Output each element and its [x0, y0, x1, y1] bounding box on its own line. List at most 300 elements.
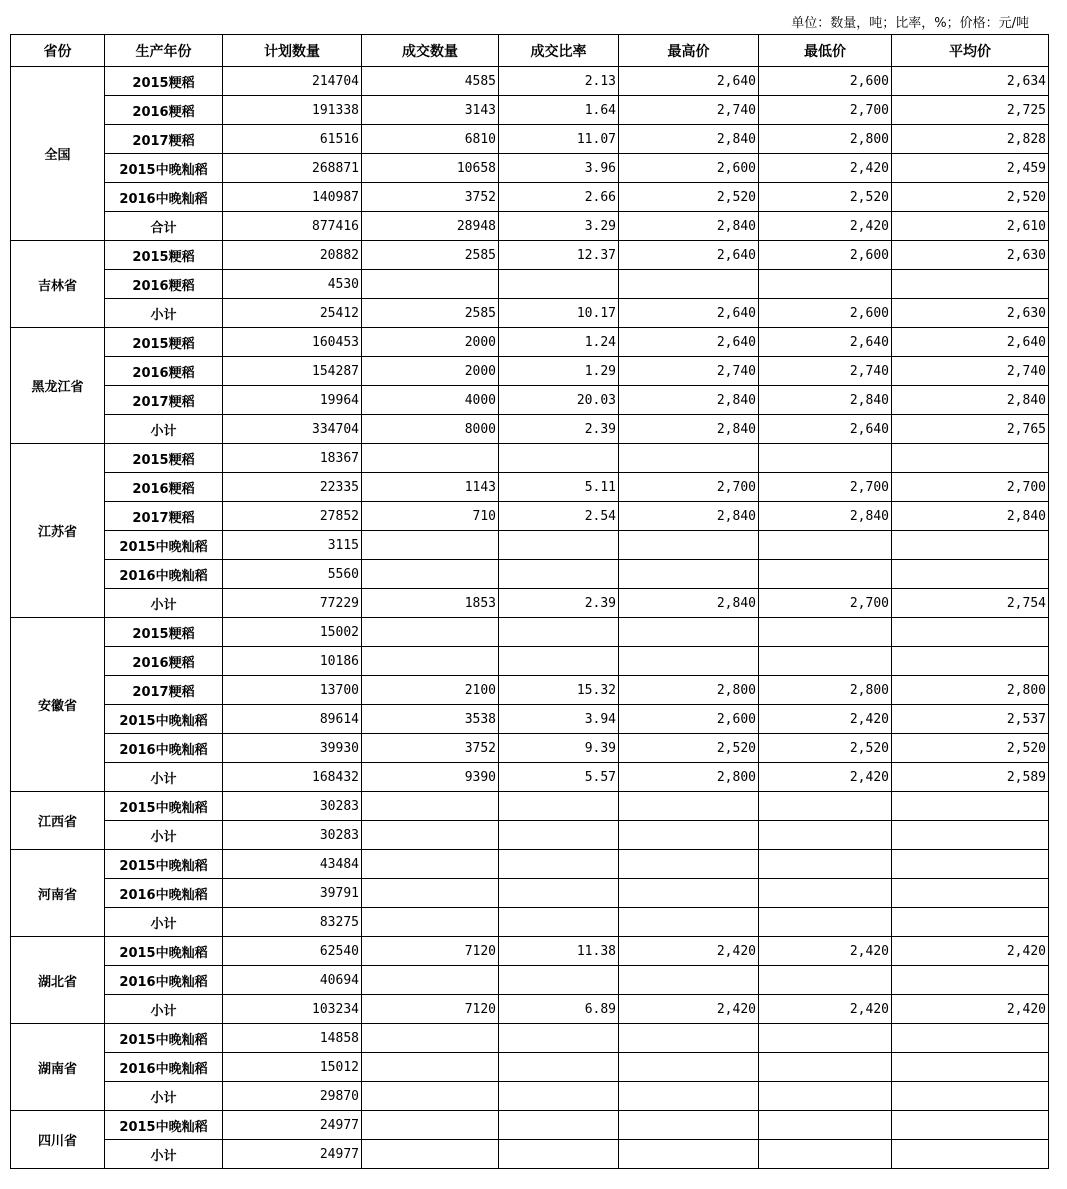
plan-cell: 214704: [223, 67, 362, 96]
year-cell: 2017粳稻: [105, 676, 223, 705]
avg-cell: [892, 531, 1049, 560]
min-cell: 2,420: [759, 937, 892, 966]
table-row: [11, 270, 1049, 299]
plan-cell: 19964: [223, 386, 362, 415]
table-row: [11, 241, 1049, 270]
deal-cell: [362, 792, 499, 821]
plan-cell: 62540: [223, 937, 362, 966]
table-row: [11, 125, 1049, 154]
year-cell: 2016中晚籼稻: [105, 879, 223, 908]
deal-cell: [362, 560, 499, 589]
province-cell: 江苏省: [11, 444, 105, 618]
deal-cell: 4585: [362, 67, 499, 96]
avg-cell: [892, 879, 1049, 908]
avg-cell: [892, 966, 1049, 995]
year-cell: 2017粳稻: [105, 386, 223, 415]
avg-cell: 2,630: [892, 299, 1049, 328]
ratio-cell: 10.17: [499, 299, 619, 328]
ratio-cell: [499, 1111, 619, 1140]
avg-cell: 2,640: [892, 328, 1049, 357]
avg-cell: 2,520: [892, 734, 1049, 763]
table-row: [11, 473, 1049, 502]
ratio-cell: [499, 1082, 619, 1111]
ratio-cell: 9.39: [499, 734, 619, 763]
ratio-cell: [499, 850, 619, 879]
deal-cell: [362, 1024, 499, 1053]
header-plan-qty: 计划数量: [223, 35, 362, 67]
year-cell: 2015中晚籼稻: [105, 531, 223, 560]
year-cell: 2015中晚籼稻: [105, 792, 223, 821]
deal-cell: [362, 821, 499, 850]
province-cell: 黑龙江省: [11, 328, 105, 444]
ratio-cell: [499, 1053, 619, 1082]
ratio-cell: 2.39: [499, 415, 619, 444]
year-cell: 小计: [105, 1082, 223, 1111]
year-cell: 2015中晚籼稻: [105, 705, 223, 734]
header-deal-qty: 成交数量: [362, 35, 499, 67]
deal-cell: [362, 1082, 499, 1111]
plan-cell: 24977: [223, 1111, 362, 1140]
min-cell: 2,700: [759, 473, 892, 502]
year-cell: 2016粳稻: [105, 270, 223, 299]
min-cell: 2,640: [759, 415, 892, 444]
max-cell: 2,700: [619, 473, 759, 502]
plan-cell: 20882: [223, 241, 362, 270]
ratio-cell: 1.24: [499, 328, 619, 357]
deal-cell: [362, 647, 499, 676]
deal-cell: 1143: [362, 473, 499, 502]
min-cell: [759, 270, 892, 299]
max-cell: [619, 879, 759, 908]
ratio-cell: [499, 444, 619, 473]
deal-cell: [362, 1053, 499, 1082]
ratio-cell: 11.38: [499, 937, 619, 966]
table-row: [11, 879, 1049, 908]
avg-cell: [892, 1140, 1049, 1169]
year-cell: 2015中晚籼稻: [105, 937, 223, 966]
year-cell: 2015中晚籼稻: [105, 154, 223, 183]
max-cell: 2,640: [619, 67, 759, 96]
deal-cell: 2585: [362, 299, 499, 328]
avg-cell: 2,800: [892, 676, 1049, 705]
header-row: [11, 35, 1049, 67]
ratio-cell: [499, 560, 619, 589]
avg-cell: 2,700: [892, 473, 1049, 502]
min-cell: 2,600: [759, 299, 892, 328]
plan-cell: 29870: [223, 1082, 362, 1111]
deal-cell: 7120: [362, 937, 499, 966]
year-cell: 小计: [105, 763, 223, 792]
max-cell: [619, 821, 759, 850]
table-row: [11, 386, 1049, 415]
table-body: [11, 67, 1049, 1169]
min-cell: 2,420: [759, 154, 892, 183]
max-cell: 2,800: [619, 763, 759, 792]
ratio-cell: [499, 618, 619, 647]
avg-cell: 2,740: [892, 357, 1049, 386]
min-cell: 2,420: [759, 705, 892, 734]
deal-cell: [362, 531, 499, 560]
min-cell: [759, 850, 892, 879]
plan-cell: 24977: [223, 1140, 362, 1169]
table-row: [11, 763, 1049, 792]
deal-cell: [362, 966, 499, 995]
deal-cell: 10658: [362, 154, 499, 183]
ratio-cell: 3.94: [499, 705, 619, 734]
deal-cell: [362, 850, 499, 879]
deal-cell: 710: [362, 502, 499, 531]
deal-cell: 6810: [362, 125, 499, 154]
year-cell: 小计: [105, 995, 223, 1024]
plan-cell: 61516: [223, 125, 362, 154]
avg-cell: [892, 1024, 1049, 1053]
province-cell: 四川省: [11, 1111, 105, 1169]
ratio-cell: 5.57: [499, 763, 619, 792]
table-row: [11, 792, 1049, 821]
min-cell: [759, 879, 892, 908]
plan-cell: 14858: [223, 1024, 362, 1053]
min-cell: [759, 1140, 892, 1169]
deal-cell: [362, 270, 499, 299]
deal-cell: 28948: [362, 212, 499, 241]
header-max-price: 最高价: [619, 35, 759, 67]
max-cell: 2,740: [619, 96, 759, 125]
year-cell: 小计: [105, 1140, 223, 1169]
ratio-cell: [499, 908, 619, 937]
province-cell: 全国: [11, 67, 105, 241]
ratio-cell: 5.11: [499, 473, 619, 502]
auction-results-table: [10, 34, 1049, 1169]
table-row: [11, 734, 1049, 763]
min-cell: 2,520: [759, 183, 892, 212]
table-row: [11, 415, 1049, 444]
year-cell: 2015粳稻: [105, 444, 223, 473]
year-cell: 小计: [105, 589, 223, 618]
plan-cell: 5560: [223, 560, 362, 589]
year-cell: 2016中晚籼稻: [105, 734, 223, 763]
max-cell: 2,420: [619, 995, 759, 1024]
min-cell: 2,700: [759, 589, 892, 618]
header-year: 生产年份: [105, 35, 223, 67]
deal-cell: 2000: [362, 328, 499, 357]
max-cell: [619, 270, 759, 299]
ratio-cell: 1.64: [499, 96, 619, 125]
max-cell: 2,640: [619, 241, 759, 270]
avg-cell: [892, 821, 1049, 850]
max-cell: 2,840: [619, 589, 759, 618]
deal-cell: 2585: [362, 241, 499, 270]
table-row: [11, 1053, 1049, 1082]
max-cell: [619, 1053, 759, 1082]
deal-cell: 3143: [362, 96, 499, 125]
deal-cell: 3752: [362, 183, 499, 212]
min-cell: [759, 531, 892, 560]
ratio-cell: 3.96: [499, 154, 619, 183]
province-cell: 河南省: [11, 850, 105, 937]
table-row: [11, 937, 1049, 966]
year-cell: 小计: [105, 299, 223, 328]
avg-cell: [892, 647, 1049, 676]
plan-cell: 30283: [223, 792, 362, 821]
year-cell: 小计: [105, 821, 223, 850]
year-cell: 2015粳稻: [105, 241, 223, 270]
table-row: [11, 1111, 1049, 1140]
deal-cell: 3538: [362, 705, 499, 734]
plan-cell: 39791: [223, 879, 362, 908]
plan-cell: 140987: [223, 183, 362, 212]
max-cell: 2,640: [619, 328, 759, 357]
table-row: [11, 850, 1049, 879]
table-row: [11, 618, 1049, 647]
ratio-cell: [499, 647, 619, 676]
max-cell: 2,520: [619, 734, 759, 763]
ratio-cell: [499, 792, 619, 821]
plan-cell: 25412: [223, 299, 362, 328]
avg-cell: 2,840: [892, 386, 1049, 415]
min-cell: 2,840: [759, 502, 892, 531]
avg-cell: 2,765: [892, 415, 1049, 444]
max-cell: [619, 531, 759, 560]
table-row: [11, 299, 1049, 328]
ratio-cell: [499, 1140, 619, 1169]
year-cell: 2015中晚籼稻: [105, 1111, 223, 1140]
ratio-cell: 2.13: [499, 67, 619, 96]
max-cell: [619, 966, 759, 995]
plan-cell: 160453: [223, 328, 362, 357]
ratio-cell: [499, 1024, 619, 1053]
table-row: [11, 676, 1049, 705]
max-cell: 2,420: [619, 937, 759, 966]
min-cell: 2,800: [759, 676, 892, 705]
table-row: [11, 444, 1049, 473]
ratio-cell: 1.29: [499, 357, 619, 386]
deal-cell: 2000: [362, 357, 499, 386]
min-cell: [759, 1024, 892, 1053]
plan-cell: 27852: [223, 502, 362, 531]
plan-cell: 168432: [223, 763, 362, 792]
max-cell: [619, 618, 759, 647]
avg-cell: 2,634: [892, 67, 1049, 96]
deal-cell: 2100: [362, 676, 499, 705]
ratio-cell: 20.03: [499, 386, 619, 415]
avg-cell: [892, 560, 1049, 589]
year-cell: 2017粳稻: [105, 502, 223, 531]
year-cell: 2016粳稻: [105, 647, 223, 676]
table-row: [11, 966, 1049, 995]
avg-cell: 2,630: [892, 241, 1049, 270]
table-row: [11, 589, 1049, 618]
year-cell: 2016中晚籼稻: [105, 183, 223, 212]
table-row: [11, 1024, 1049, 1053]
table-row: [11, 1082, 1049, 1111]
ratio-cell: 2.54: [499, 502, 619, 531]
plan-cell: 334704: [223, 415, 362, 444]
deal-cell: [362, 444, 499, 473]
max-cell: 2,840: [619, 125, 759, 154]
table-row: [11, 705, 1049, 734]
plan-cell: 43484: [223, 850, 362, 879]
min-cell: 2,800: [759, 125, 892, 154]
plan-cell: 191338: [223, 96, 362, 125]
avg-cell: [892, 618, 1049, 647]
ratio-cell: [499, 270, 619, 299]
min-cell: [759, 560, 892, 589]
deal-cell: 7120: [362, 995, 499, 1024]
max-cell: [619, 792, 759, 821]
plan-cell: 83275: [223, 908, 362, 937]
year-cell: 合计: [105, 212, 223, 241]
ratio-cell: [499, 966, 619, 995]
avg-cell: 2,840: [892, 502, 1049, 531]
year-cell: 2017粳稻: [105, 125, 223, 154]
max-cell: 2,840: [619, 212, 759, 241]
min-cell: [759, 444, 892, 473]
year-cell: 2015中晚籼稻: [105, 850, 223, 879]
ratio-cell: 6.89: [499, 995, 619, 1024]
deal-cell: 4000: [362, 386, 499, 415]
max-cell: [619, 1024, 759, 1053]
max-cell: 2,600: [619, 705, 759, 734]
ratio-cell: [499, 821, 619, 850]
min-cell: [759, 647, 892, 676]
header-min-price: 最低价: [759, 35, 892, 67]
min-cell: [759, 966, 892, 995]
max-cell: 2,840: [619, 415, 759, 444]
ratio-cell: 11.07: [499, 125, 619, 154]
province-cell: 安徽省: [11, 618, 105, 792]
min-cell: 2,420: [759, 995, 892, 1024]
max-cell: 2,740: [619, 357, 759, 386]
min-cell: 2,700: [759, 96, 892, 125]
year-cell: 2015粳稻: [105, 618, 223, 647]
avg-cell: [892, 1082, 1049, 1111]
min-cell: 2,600: [759, 67, 892, 96]
min-cell: [759, 821, 892, 850]
table-row: [11, 647, 1049, 676]
avg-cell: 2,589: [892, 763, 1049, 792]
deal-cell: [362, 908, 499, 937]
plan-cell: 3115: [223, 531, 362, 560]
min-cell: 2,600: [759, 241, 892, 270]
deal-cell: 3752: [362, 734, 499, 763]
ratio-cell: 15.32: [499, 676, 619, 705]
table-row: [11, 67, 1049, 96]
table-row: [11, 183, 1049, 212]
min-cell: [759, 1082, 892, 1111]
min-cell: 2,840: [759, 386, 892, 415]
plan-cell: 103234: [223, 995, 362, 1024]
deal-cell: 8000: [362, 415, 499, 444]
plan-cell: 4530: [223, 270, 362, 299]
year-cell: 2016粳稻: [105, 96, 223, 125]
avg-cell: 2,537: [892, 705, 1049, 734]
table-row: [11, 502, 1049, 531]
avg-cell: [892, 1053, 1049, 1082]
year-cell: 小计: [105, 908, 223, 937]
min-cell: 2,420: [759, 212, 892, 241]
unit-note: 单位：数量，吨；比率，%；价格：元/吨: [791, 16, 1029, 31]
table-row: [11, 1140, 1049, 1169]
year-cell: 2015粳稻: [105, 328, 223, 357]
plan-cell: 18367: [223, 444, 362, 473]
avg-cell: 2,420: [892, 937, 1049, 966]
province-cell: 湖北省: [11, 937, 105, 1024]
max-cell: 2,640: [619, 299, 759, 328]
avg-cell: [892, 908, 1049, 937]
deal-cell: [362, 1140, 499, 1169]
header-deal-ratio: 成交比率: [499, 35, 619, 67]
max-cell: [619, 850, 759, 879]
deal-cell: [362, 618, 499, 647]
year-cell: 2016粳稻: [105, 357, 223, 386]
table-row: [11, 821, 1049, 850]
table-row: [11, 995, 1049, 1024]
max-cell: [619, 560, 759, 589]
avg-cell: [892, 850, 1049, 879]
ratio-cell: [499, 531, 619, 560]
max-cell: 2,520: [619, 183, 759, 212]
year-cell: 2016中晚籼稻: [105, 1053, 223, 1082]
min-cell: 2,420: [759, 763, 892, 792]
ratio-cell: 3.29: [499, 212, 619, 241]
ratio-cell: 12.37: [499, 241, 619, 270]
max-cell: [619, 647, 759, 676]
plan-cell: 40694: [223, 966, 362, 995]
min-cell: [759, 792, 892, 821]
province-cell: 吉林省: [11, 241, 105, 328]
plan-cell: 10186: [223, 647, 362, 676]
deal-cell: [362, 879, 499, 908]
plan-cell: 30283: [223, 821, 362, 850]
avg-cell: 2,828: [892, 125, 1049, 154]
max-cell: 2,840: [619, 502, 759, 531]
min-cell: [759, 1111, 892, 1140]
deal-cell: 1853: [362, 589, 499, 618]
avg-cell: 2,725: [892, 96, 1049, 125]
year-cell: 小计: [105, 415, 223, 444]
plan-cell: 154287: [223, 357, 362, 386]
min-cell: 2,740: [759, 357, 892, 386]
avg-cell: [892, 792, 1049, 821]
header-avg-price: 平均价: [892, 35, 1049, 67]
year-cell: 2016中晚籼稻: [105, 560, 223, 589]
year-cell: 2016粳稻: [105, 473, 223, 502]
max-cell: 2,600: [619, 154, 759, 183]
plan-cell: 39930: [223, 734, 362, 763]
min-cell: [759, 1053, 892, 1082]
max-cell: [619, 1140, 759, 1169]
max-cell: [619, 1111, 759, 1140]
avg-cell: 2,459: [892, 154, 1049, 183]
avg-cell: [892, 444, 1049, 473]
max-cell: [619, 1082, 759, 1111]
min-cell: [759, 618, 892, 647]
max-cell: [619, 444, 759, 473]
ratio-cell: [499, 879, 619, 908]
max-cell: 2,840: [619, 386, 759, 415]
plan-cell: 13700: [223, 676, 362, 705]
table-row: [11, 328, 1049, 357]
province-cell: 江西省: [11, 792, 105, 850]
year-cell: 2016中晚籼稻: [105, 966, 223, 995]
table-row: [11, 560, 1049, 589]
plan-cell: 268871: [223, 154, 362, 183]
ratio-cell: 2.39: [499, 589, 619, 618]
header-province: 省份: [11, 35, 105, 67]
max-cell: [619, 908, 759, 937]
min-cell: 2,640: [759, 328, 892, 357]
table-row: [11, 908, 1049, 937]
